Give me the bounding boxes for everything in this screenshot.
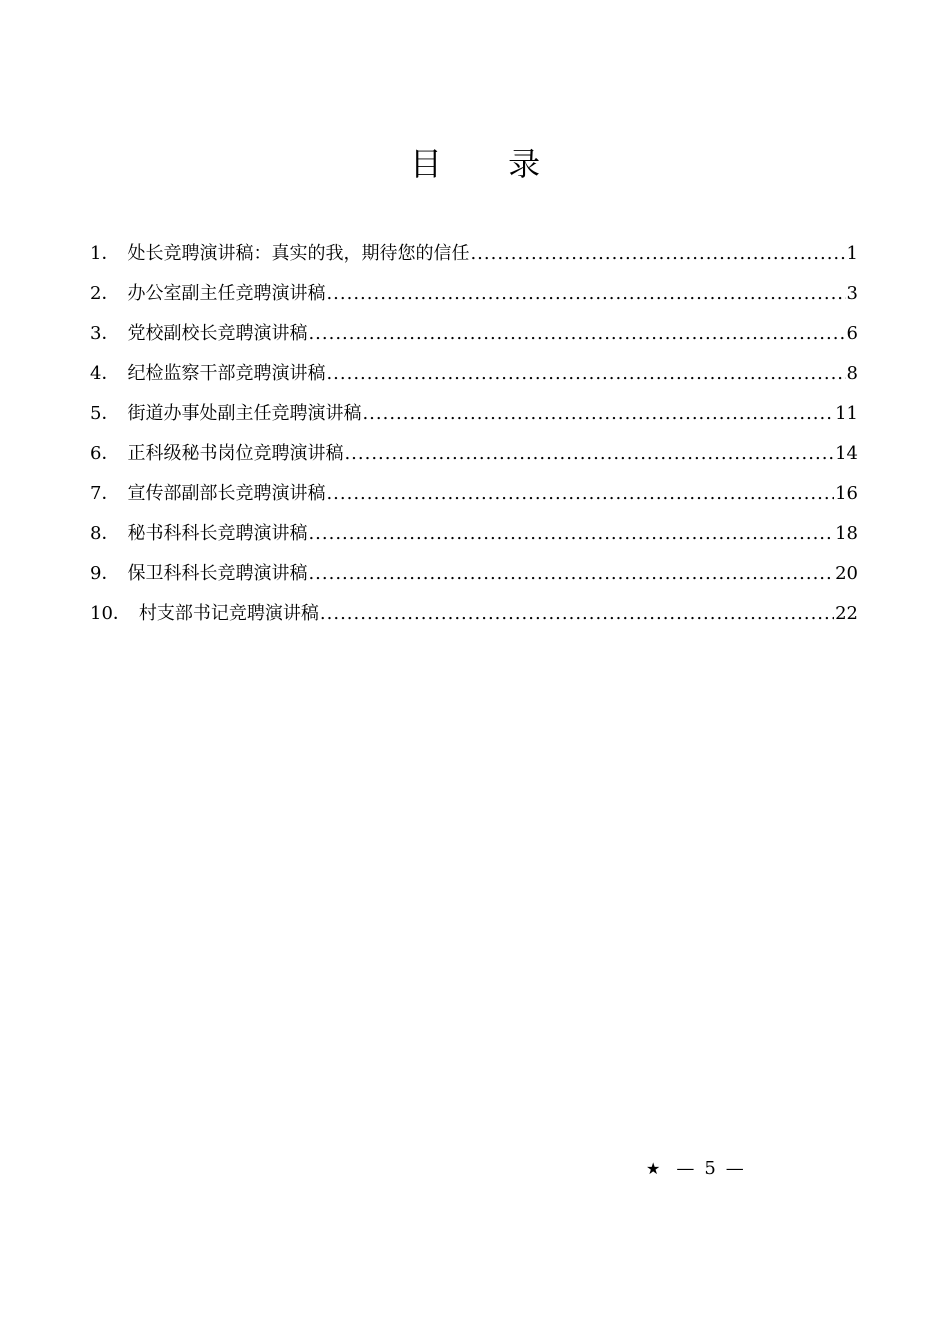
- toc-entry[interactable]: [90, 474, 858, 514]
- toc-dot-leader: [326, 354, 845, 394]
- toc-entry[interactable]: [90, 434, 858, 474]
- toc-dot-leader: [308, 514, 834, 554]
- footer-dash-right: —: [725, 1158, 744, 1179]
- toc-list: [90, 234, 858, 634]
- toc-entry-title: 街道办事处副主任竞聘演讲稿: [127, 403, 362, 424]
- toc-dot-leader: [308, 314, 845, 354]
- toc-entry-page: 14: [835, 443, 858, 464]
- toc-entry-page: 6: [846, 323, 858, 344]
- toc-entry-number: 3．: [90, 323, 120, 344]
- toc-entry-number: 6．: [90, 443, 120, 464]
- toc-entry[interactable]: [90, 354, 858, 394]
- toc-entry-number: 2．: [90, 283, 120, 304]
- toc-dot-leader: [320, 594, 834, 634]
- toc-entry-title: 宣传部副部长竞聘演讲稿: [127, 483, 326, 504]
- toc-entry-number: 5．: [90, 403, 120, 424]
- toc-entry-number: 7．: [90, 483, 120, 504]
- toc-entry-page: 1: [846, 243, 858, 264]
- footer-dash-left: —: [676, 1158, 695, 1179]
- toc-entry-number: 1．: [90, 243, 120, 264]
- toc-entry-page: 22: [835, 603, 858, 624]
- toc-entry[interactable]: [90, 274, 858, 314]
- toc-entry-title: 村支部书记竞聘演讲稿: [138, 603, 319, 624]
- toc-entry-title: 秘书科科长竞聘演讲稿: [127, 523, 308, 544]
- toc-entry-title: 纪检监察干部竞聘演讲稿: [127, 363, 326, 384]
- toc-entry[interactable]: [90, 554, 858, 594]
- toc-entry-page: 16: [835, 483, 858, 504]
- toc-entry-title: 保卫科科长竞聘演讲稿: [127, 563, 308, 584]
- toc-entry-number: 4．: [90, 363, 120, 384]
- toc-entry-number: 8．: [90, 523, 120, 544]
- toc-entry-number: 9．: [90, 563, 120, 584]
- footer-page-number: 5: [704, 1158, 716, 1179]
- toc-entry[interactable]: [90, 594, 858, 634]
- toc-dot-leader: [470, 234, 845, 274]
- toc-entry-title: 党校副校长竞聘演讲稿: [127, 323, 308, 344]
- toc-entry-page: 3: [846, 283, 858, 304]
- toc-dot-leader: [362, 394, 834, 434]
- toc-entry-page: 20: [835, 563, 858, 584]
- toc-title: 目 录: [409, 145, 569, 183]
- toc-entry-title: 正科级秘书岗位竞聘演讲稿: [127, 443, 344, 464]
- page-footer: [646, 1156, 744, 1182]
- toc-entry-page: 18: [835, 523, 858, 544]
- star-icon: ★: [646, 1159, 661, 1178]
- toc-entry-title: 处长竞聘演讲稿：真实的我，期待您的信任: [127, 243, 470, 264]
- toc-entry-page: 8: [846, 363, 858, 384]
- toc-entry[interactable]: [90, 314, 858, 354]
- toc-entry-page: 11: [835, 403, 858, 424]
- toc-dot-leader: [308, 554, 834, 594]
- toc-entry-number: 10．: [90, 603, 131, 624]
- toc-entry[interactable]: [90, 234, 858, 274]
- toc-entry-title: 办公室副主任竞聘演讲稿: [127, 283, 326, 304]
- toc-dot-leader: [326, 274, 845, 314]
- toc-dot-leader: [326, 474, 834, 514]
- toc-entry[interactable]: [90, 394, 858, 434]
- toc-dot-leader: [344, 434, 834, 474]
- toc-entry[interactable]: [90, 514, 858, 554]
